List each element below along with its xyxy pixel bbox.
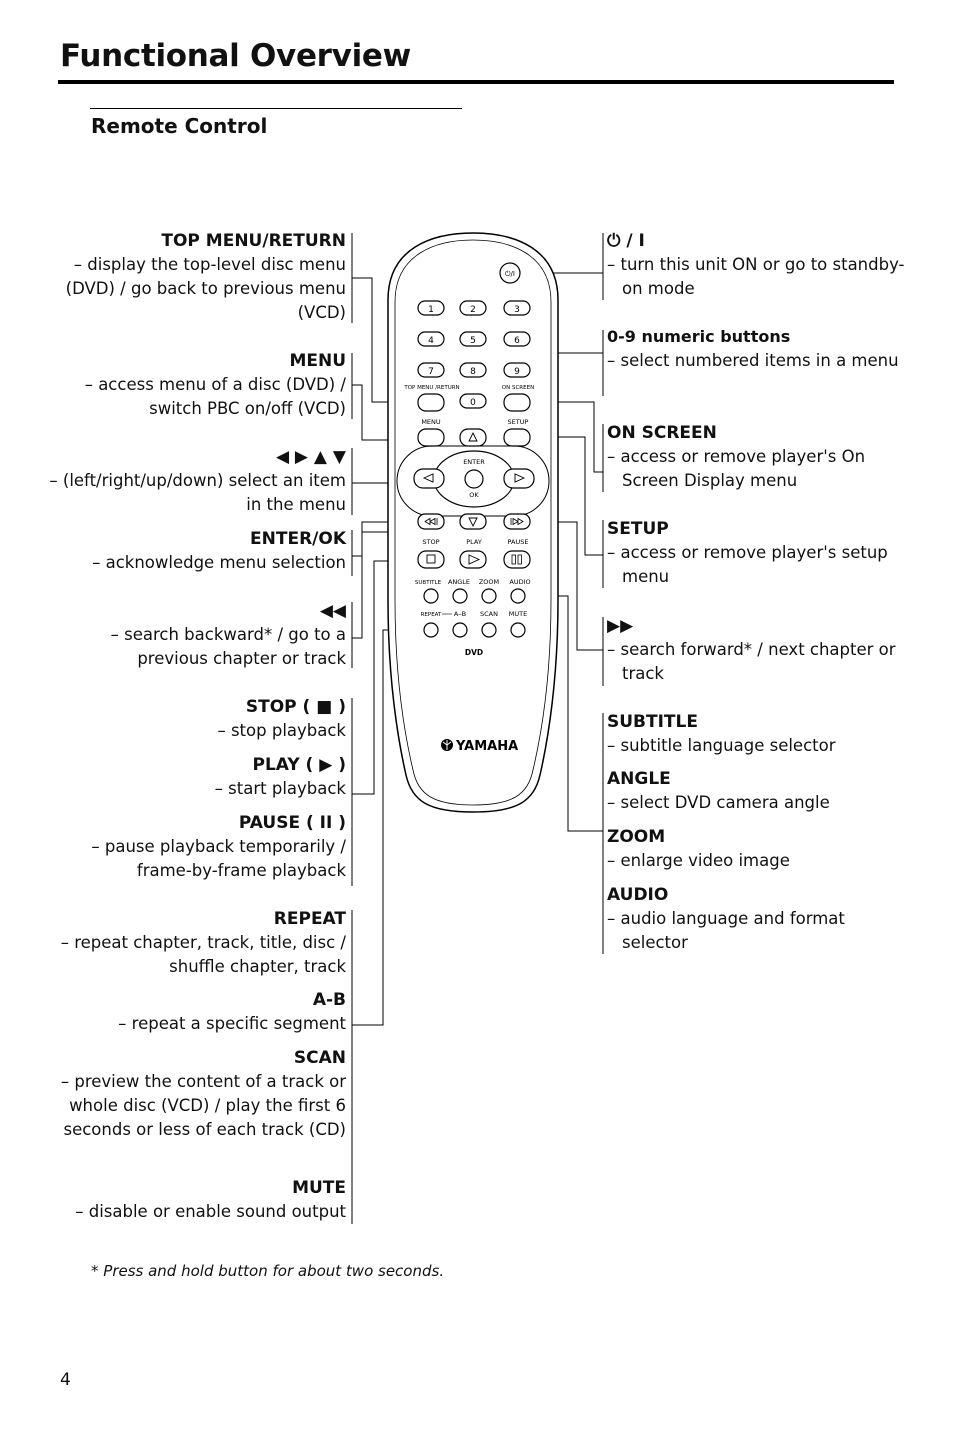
text-top-menu-return: – display the top-level disc menu (DVD) / go back to previous menu (VCD): [65, 255, 346, 322]
left-button[interactable]: [414, 469, 444, 488]
label-stop: STOP ( ■ ): [245, 697, 346, 717]
scan-label: SCAN: [480, 610, 498, 618]
up-button[interactable]: [460, 429, 486, 446]
brand-name: YAMAHA: [456, 739, 519, 754]
digit-button-7[interactable]: [418, 363, 444, 377]
label-play: PLAY ( ▶ ): [252, 755, 346, 775]
digit-4-label: 4: [428, 336, 434, 346]
menu-button[interactable]: [418, 429, 444, 446]
text-pause: – pause playback temporarily / frame-by-frame playback: [91, 837, 346, 880]
text-stop: – stop playback: [217, 721, 346, 740]
digit-1-label: 1: [428, 305, 434, 315]
digit-0-label: 0: [470, 398, 476, 408]
subtitle-button[interactable]: [424, 589, 438, 603]
text-mute: – disable or enable sound output: [75, 1202, 346, 1221]
label-scan: SCAN: [293, 1048, 346, 1068]
text-enter-ok: – acknowledge menu selection: [92, 553, 346, 572]
menu-label: MENU: [421, 418, 441, 426]
mute-button[interactable]: [511, 623, 525, 637]
label-menu: MENU: [289, 351, 346, 371]
digit-button-0[interactable]: [460, 394, 486, 408]
text-audio: – audio language and format selector: [607, 909, 845, 952]
digit-button-3[interactable]: [504, 301, 530, 315]
digit-9-label: 9: [514, 367, 520, 377]
enter-label: ENTER: [463, 458, 485, 466]
label-arrows: ◀ ▶ ▲ ▼: [275, 447, 346, 467]
pause-label: PAUSE: [507, 538, 529, 546]
page-number: 4: [60, 1370, 71, 1390]
down-button[interactable]: [460, 514, 486, 529]
digit-8-label: 8: [470, 367, 476, 377]
text-arrows: – (left/right/up/down) select an item in the menu: [49, 471, 346, 514]
next-button[interactable]: [504, 514, 530, 529]
top-menu-label: TOP MENU /RETURN: [404, 385, 460, 391]
digit-button-4[interactable]: [418, 332, 444, 346]
text-zoom: – enlarge video image: [607, 851, 790, 870]
remote-control: [388, 233, 558, 812]
angle-button[interactable]: [453, 589, 467, 603]
text-a-b: – repeat a specific segment: [118, 1014, 346, 1033]
text-search-backward: – search backward* / go to a previous chapter or track: [110, 625, 346, 668]
pause-button[interactable]: [504, 551, 530, 568]
angle-label: ANGLE: [447, 578, 471, 586]
text-scan: – preview the content of a track or whole disc (VCD) / play the first 6 seconds or less of each track (CD): [60, 1072, 346, 1139]
digit-button-5[interactable]: [460, 332, 486, 346]
ok-label: OK: [469, 491, 479, 499]
zoom-label: ZOOM: [478, 578, 500, 586]
scan-button[interactable]: [482, 623, 496, 637]
label-enter-ok: ENTER/OK: [250, 529, 346, 549]
repeat-label: REPEAT: [420, 612, 442, 618]
ab-button[interactable]: [453, 623, 467, 637]
digit-7-label: 7: [428, 367, 434, 377]
page-title: Functional Overview: [60, 38, 411, 74]
previous-button[interactable]: [418, 514, 444, 529]
section-title: Remote Control: [91, 114, 268, 138]
stop-button[interactable]: [418, 551, 444, 568]
text-search-forward: – search forward* / next chapter or track: [607, 640, 896, 683]
text-numeric: – select numbered items in a menu: [607, 351, 899, 370]
enter-ok-button[interactable]: [434, 451, 514, 507]
label-top-menu-return: TOP MENU/RETURN: [161, 231, 346, 251]
audio-button[interactable]: [511, 589, 525, 603]
dvd-logo: DVD: [464, 648, 484, 657]
setup-button[interactable]: [504, 429, 530, 446]
label-subtitle: SUBTITLE: [607, 712, 698, 732]
digit-button-1[interactable]: [418, 301, 444, 315]
label-pause: PAUSE ( II ): [238, 813, 346, 833]
digit-button-8[interactable]: [460, 363, 486, 377]
footnote: * Press and hold button for about two seconds.: [91, 1262, 445, 1280]
label-a-b: A-B: [312, 990, 346, 1010]
label-repeat: REPEAT: [273, 909, 346, 929]
text-menu: – access menu of a disc (DVD) / switch PBC on/off (VCD): [84, 375, 346, 418]
text-power: – turn this unit ON or go to standby-on mode: [607, 255, 905, 298]
label-mute: MUTE: [292, 1178, 346, 1198]
label-on-screen: ON SCREEN: [607, 423, 717, 443]
label-numeric: 0-9 numeric buttons: [607, 327, 791, 346]
digit-3-label: 3: [514, 305, 520, 315]
zoom-button[interactable]: [482, 589, 496, 603]
digit-button-6[interactable]: [504, 332, 530, 346]
setup-label: SETUP: [507, 418, 529, 426]
ab-label: A–B: [453, 610, 467, 618]
top-menu-return-button[interactable]: [418, 394, 444, 411]
text-subtitle: – subtitle language selector: [607, 736, 836, 755]
label-setup: SETUP: [607, 519, 669, 539]
repeat-button[interactable]: [424, 623, 438, 637]
power-button-label: ⏻/I: [505, 270, 515, 278]
audio-label: AUDIO: [509, 578, 531, 586]
digit-button-2[interactable]: [460, 301, 486, 315]
play-button[interactable]: [460, 551, 486, 568]
power-button[interactable]: [500, 263, 520, 283]
text-repeat: – repeat chapter, track, title, disc / shuffle chapter, track: [60, 933, 346, 976]
on-screen-button[interactable]: [504, 394, 530, 411]
label-audio: AUDIO: [607, 885, 669, 905]
label-search-forward: ▶▶: [607, 616, 634, 636]
digit-6-label: 6: [514, 336, 520, 346]
play-label: PLAY: [466, 538, 482, 546]
text-setup: – access or remove player's setup menu: [607, 543, 888, 586]
label-power: ⏻ / I: [607, 231, 645, 251]
label-search-backward: ◀◀: [319, 601, 346, 621]
subtitle-label: SUBTITLE: [414, 580, 442, 586]
text-play: – start playback: [214, 779, 346, 798]
text-on-screen: – access or remove player's On Screen Display menu: [607, 447, 866, 490]
mute-label: MUTE: [508, 610, 528, 618]
digit-2-label: 2: [470, 305, 476, 315]
right-button[interactable]: [504, 469, 534, 488]
text-angle: – select DVD camera angle: [607, 793, 830, 812]
stop-label: STOP: [422, 538, 440, 546]
label-angle: ANGLE: [607, 769, 671, 789]
digit-5-label: 5: [470, 336, 476, 346]
digit-button-9[interactable]: [504, 363, 530, 377]
on-screen-label: ON SCREEN: [501, 385, 535, 391]
label-zoom: ZOOM: [607, 827, 666, 847]
